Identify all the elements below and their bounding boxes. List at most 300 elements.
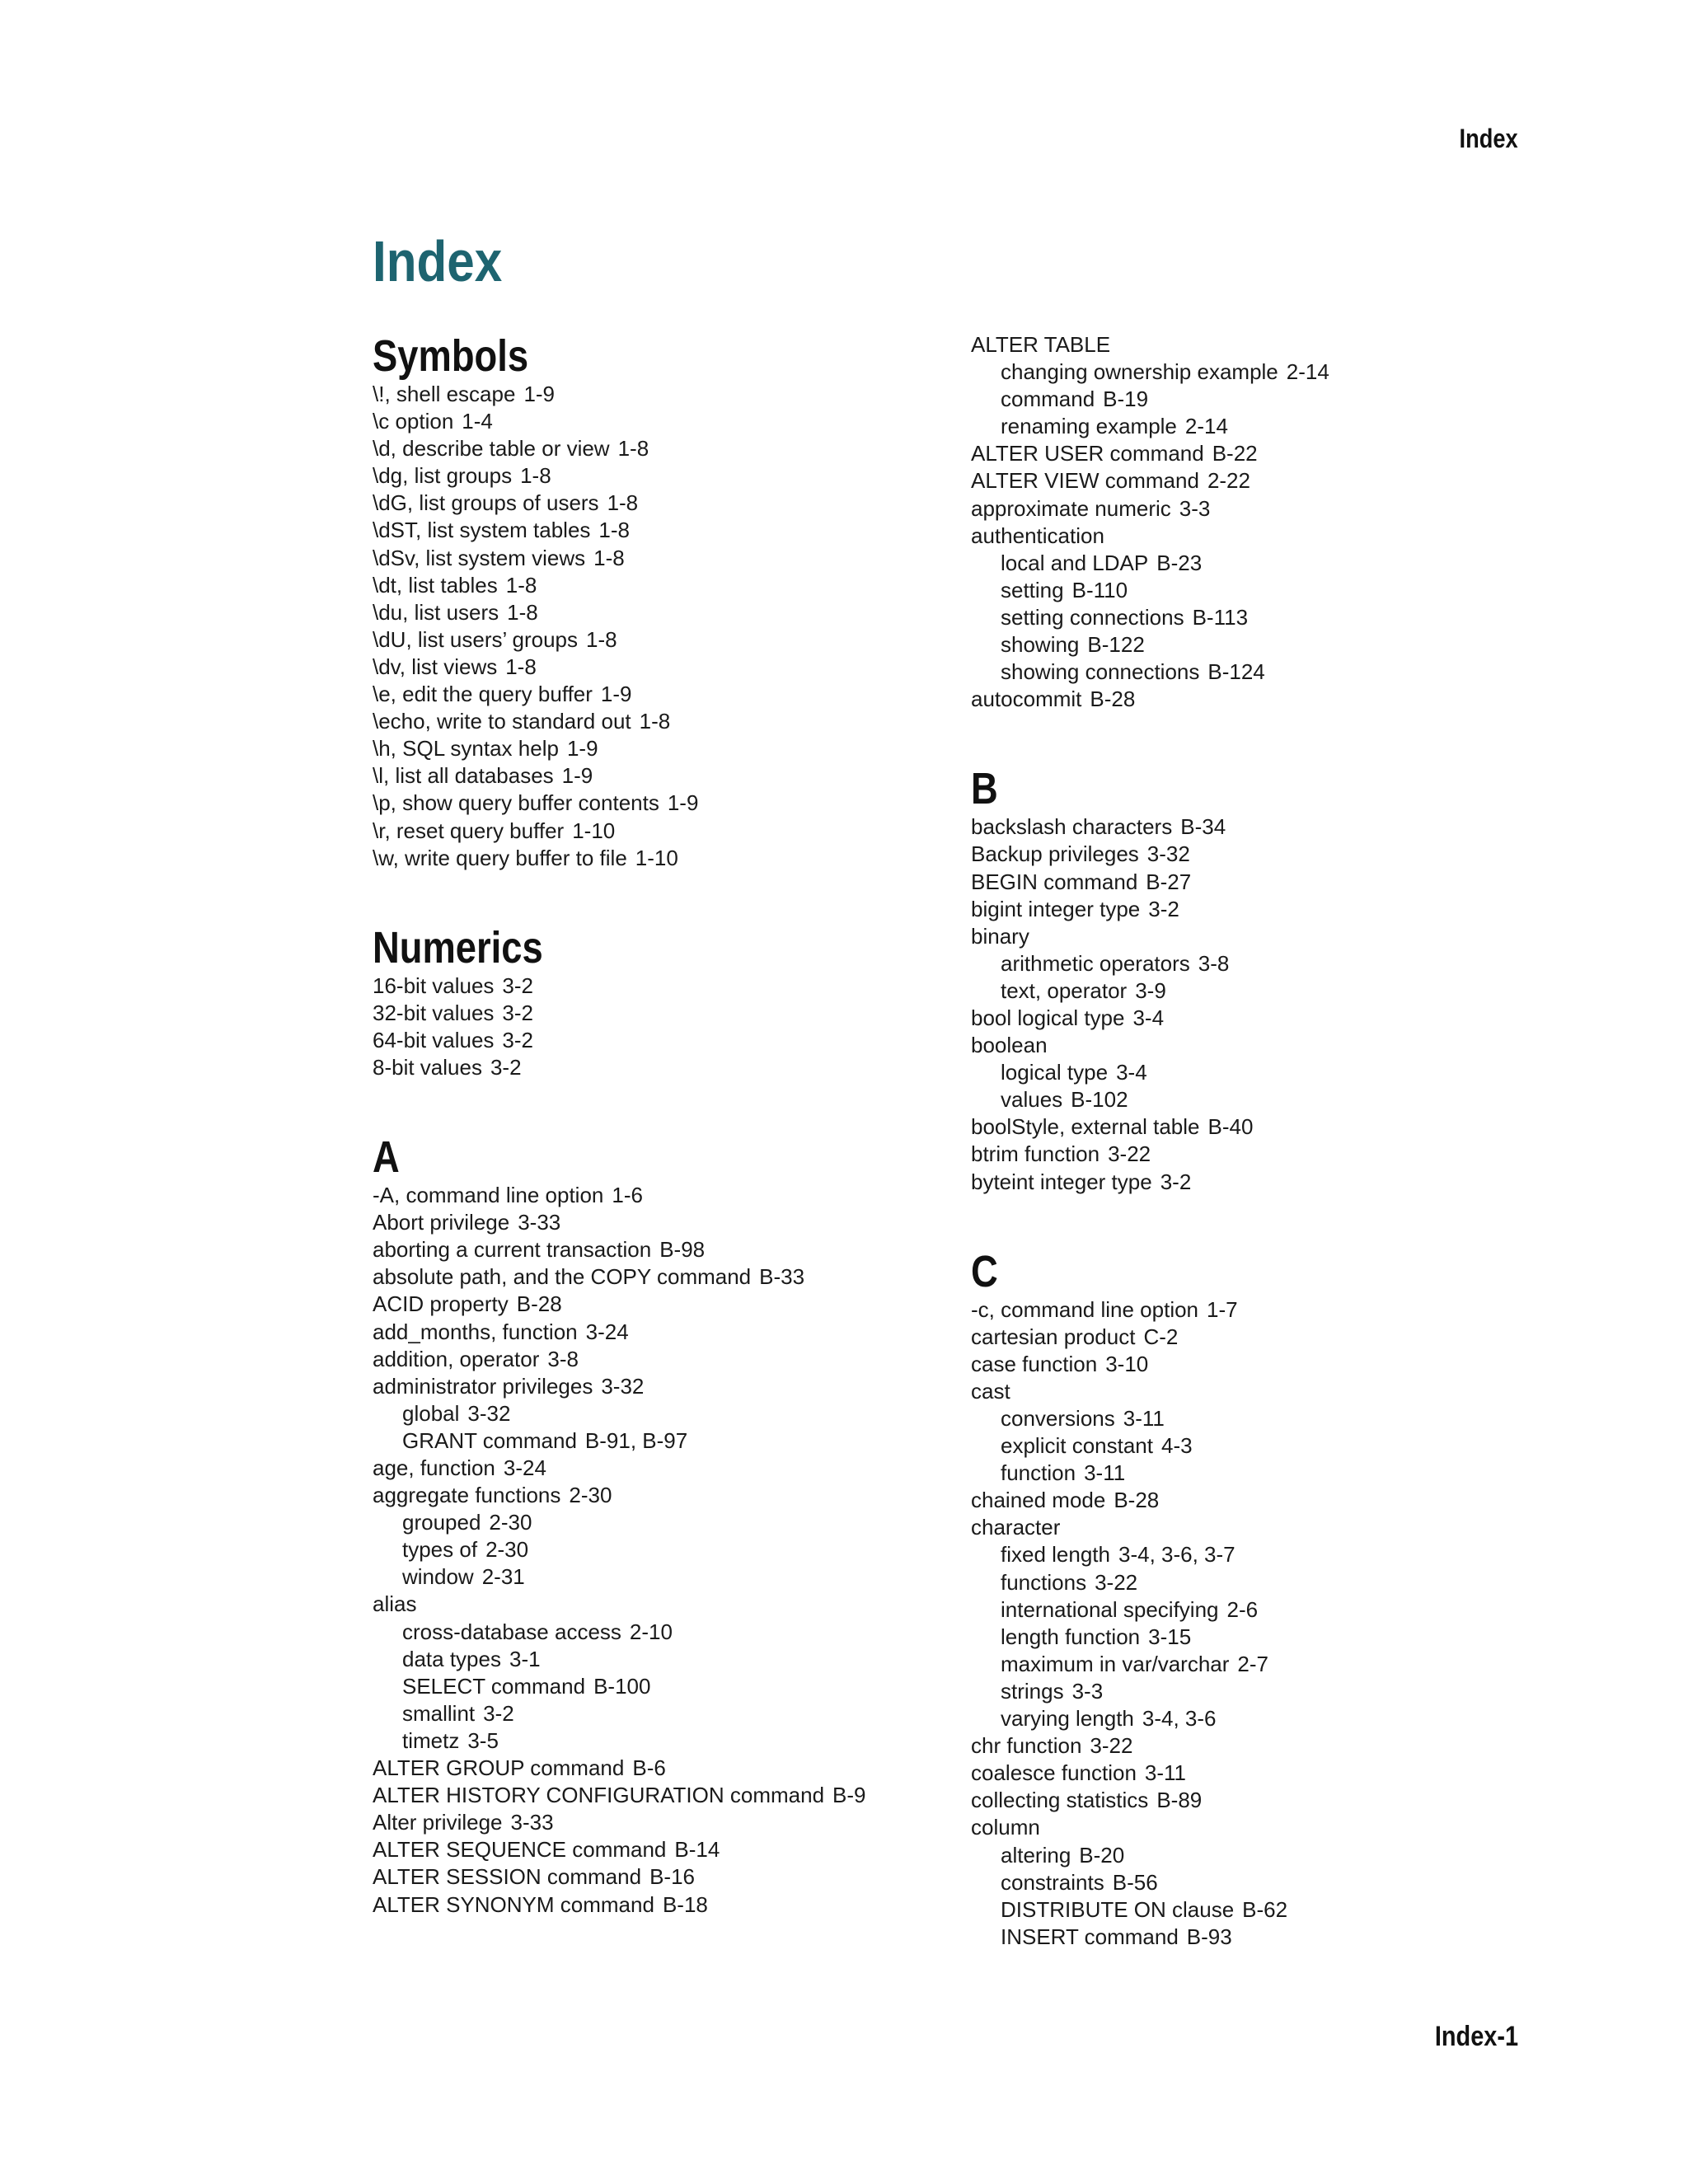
entry-page-ref: 1-8 xyxy=(598,518,630,543)
entry-term: collecting statistics xyxy=(971,1788,1149,1813)
entry-term: fixed length xyxy=(1001,1542,1110,1568)
entry-page-ref: 3-1 xyxy=(509,1646,541,1671)
entry-page-ref: B-28 xyxy=(1090,687,1136,712)
entry-term: values xyxy=(1001,1087,1063,1113)
index-entry xyxy=(971,1378,1548,1405)
entry-term: chained mode xyxy=(971,1488,1106,1513)
section-heading: C xyxy=(971,1246,998,1296)
entry-term: cartesian product xyxy=(971,1324,1136,1349)
entry-page-ref: B-89 xyxy=(1156,1788,1203,1813)
entry-term: strings xyxy=(1001,1678,1064,1704)
entry-term: boolStyle, external table xyxy=(971,1114,1200,1140)
index-entry xyxy=(971,869,1548,896)
entry-page-ref: 3-11 xyxy=(1084,1460,1126,1486)
entry-page-ref: B-113 xyxy=(1192,604,1249,630)
entry-term: \echo, write to standard out xyxy=(373,709,631,734)
index-entry xyxy=(373,1455,950,1482)
index-entry xyxy=(971,1296,1548,1324)
entry-page-ref: B-122 xyxy=(1087,632,1145,658)
entry-page-ref: B-18 xyxy=(662,1891,708,1917)
entry-term: renaming example xyxy=(1001,414,1177,439)
entry-page-ref: B-56 xyxy=(1112,1869,1158,1895)
entry-term: \w, write query buffer to file xyxy=(373,845,627,870)
index-subentry xyxy=(971,631,1548,658)
index-entry xyxy=(373,1000,950,1027)
index-subentry xyxy=(971,1432,1548,1460)
entry-page-ref: 3-8 xyxy=(547,1346,579,1371)
entry-term: ALTER SYNONYM command xyxy=(373,1891,654,1917)
entry-page-ref: C-2 xyxy=(1143,1324,1179,1349)
index-subentry xyxy=(373,1673,950,1700)
entry-term: \r, reset query buffer xyxy=(373,818,565,843)
entry-page-ref: 3-4, 3-6 xyxy=(1142,1706,1217,1732)
entry-term: backslash characters xyxy=(971,814,1173,840)
entry-page-ref: B-110 xyxy=(1071,577,1128,602)
entry-page-ref: 3-2 xyxy=(1160,1169,1192,1194)
entry-page-ref: 1-8 xyxy=(586,626,617,652)
entry-page-ref: B-62 xyxy=(1242,1896,1288,1922)
entry-term: local and LDAP xyxy=(1001,550,1149,575)
index-subentry xyxy=(971,550,1548,577)
index-entry xyxy=(373,1263,950,1291)
entry-page-ref: 2-10 xyxy=(629,1619,673,1644)
entry-page-ref: 1-9 xyxy=(667,790,699,816)
entry-term: GRANT command xyxy=(402,1427,577,1453)
index-entry xyxy=(373,1291,950,1318)
index-subentry xyxy=(971,386,1548,413)
index-subentry xyxy=(971,1596,1548,1624)
entry-page-ref: 1-8 xyxy=(505,654,537,679)
entry-term: showing connections xyxy=(1001,659,1200,685)
entry-page-ref: 3-2 xyxy=(483,1700,514,1726)
entry-term: age, function xyxy=(373,1455,495,1480)
index-entry xyxy=(971,1487,1548,1514)
entry-page-ref: 3-22 xyxy=(1090,1733,1133,1759)
entry-term: length function xyxy=(1001,1624,1141,1649)
entry-term: varying length xyxy=(1001,1706,1134,1732)
entry-page-ref: B-40 xyxy=(1207,1114,1254,1140)
entry-term: ACID property xyxy=(373,1291,509,1317)
entry-term: Abort privilege xyxy=(373,1210,510,1235)
entry-page-ref: 2-31 xyxy=(481,1564,525,1590)
entry-page-ref: 3-22 xyxy=(1108,1141,1151,1167)
entry-page-ref: 1-8 xyxy=(617,436,649,462)
index-subentry xyxy=(971,1624,1548,1651)
entry-term: bool logical type xyxy=(971,1005,1125,1030)
entry-term: INSERT command xyxy=(1001,1924,1179,1949)
entry-term: \dG, list groups of users xyxy=(373,490,599,516)
index-entry xyxy=(373,626,950,654)
entry-term: case function xyxy=(971,1351,1098,1376)
entry-term: \dv, list views xyxy=(373,654,498,679)
index-entry-list xyxy=(373,1182,950,1919)
entry-term: ALTER HISTORY CONFIGURATION command xyxy=(373,1783,825,1808)
entry-page-ref: B-19 xyxy=(1103,387,1149,412)
index-entry xyxy=(971,1113,1548,1141)
index-subentry xyxy=(373,1563,950,1591)
index-entry xyxy=(971,440,1548,467)
index-subentry xyxy=(971,1678,1548,1705)
entry-page-ref: 1-8 xyxy=(505,572,537,598)
index-entry xyxy=(373,1755,950,1782)
entry-term: constraints xyxy=(1001,1869,1104,1895)
entry-page-ref: 3-2 xyxy=(1148,896,1179,921)
entry-term: \dU, list users’ groups xyxy=(373,626,579,652)
entry-term: international specifying xyxy=(1001,1596,1219,1622)
index-entry xyxy=(373,1373,950,1400)
index-entry xyxy=(373,381,950,408)
entry-page-ref: B-14 xyxy=(674,1837,720,1863)
index-subentry xyxy=(373,1727,950,1755)
index-entry xyxy=(373,1319,950,1346)
entry-page-ref: B-9 xyxy=(832,1783,866,1808)
index-subentry xyxy=(971,413,1548,440)
entry-page-ref: 1-7 xyxy=(1207,1296,1238,1322)
entry-term: cross-database access xyxy=(402,1619,621,1644)
entry-page-ref: B-6 xyxy=(632,1755,666,1781)
index-section-numerics xyxy=(373,923,950,1081)
index-section-a xyxy=(373,1132,950,1919)
entry-term: autocommit xyxy=(971,687,1082,712)
index-entry xyxy=(971,1005,1548,1032)
entry-page-ref: B-100 xyxy=(593,1673,651,1699)
entry-term: \dt, list tables xyxy=(373,572,498,598)
entry-page-ref: 1-8 xyxy=(520,463,551,489)
section-heading: Symbols xyxy=(373,331,529,381)
index-entry xyxy=(971,1760,1548,1787)
page-title: Index xyxy=(373,229,503,293)
index-entry xyxy=(373,1891,950,1919)
entry-page-ref: 3-3 xyxy=(1179,495,1211,521)
index-entry xyxy=(373,1809,950,1836)
index-subentry xyxy=(971,577,1548,604)
entry-term: chr function xyxy=(971,1733,1082,1759)
entry-term: Backup privileges xyxy=(971,841,1139,867)
entry-page-ref: 1-10 xyxy=(572,818,616,843)
index-entry xyxy=(373,1482,950,1509)
index-subentry xyxy=(971,1705,1548,1732)
entry-term: conversions xyxy=(1001,1406,1115,1431)
entry-term: setting connections xyxy=(1001,604,1184,630)
entry-page-ref: 1-8 xyxy=(639,709,671,734)
entry-page-ref: 2-14 xyxy=(1184,414,1228,439)
entry-term: explicit constant xyxy=(1001,1433,1153,1459)
entry-term: \c option xyxy=(373,409,454,434)
entry-page-ref: 3-4, 3-6, 3-7 xyxy=(1118,1542,1236,1568)
entry-term: authentication xyxy=(971,523,1104,548)
entry-term: \e, edit the query buffer xyxy=(373,682,593,707)
entry-page-ref: B-16 xyxy=(649,1864,695,1890)
entry-term: cast xyxy=(971,1378,1010,1404)
entry-page-ref: B-27 xyxy=(1146,869,1192,894)
index-entry xyxy=(373,435,950,462)
entry-term: maximum in var/varchar xyxy=(1001,1651,1230,1676)
entry-term: 32-bit values xyxy=(373,1000,495,1025)
index-entry xyxy=(971,331,1548,359)
index-subentry xyxy=(373,1536,950,1563)
entry-term: text, operator xyxy=(1001,977,1128,1003)
entry-term: aggregate functions xyxy=(373,1483,561,1508)
index-subentry xyxy=(971,1460,1548,1487)
entry-page-ref: B-93 xyxy=(1186,1924,1232,1949)
index-section-symbols xyxy=(373,331,950,872)
entry-page-ref: 1-10 xyxy=(635,845,678,870)
entry-term: ALTER VIEW command xyxy=(971,468,1199,494)
section-heading: B xyxy=(971,764,998,814)
index-entry xyxy=(971,1514,1548,1541)
entry-term: binary xyxy=(971,923,1029,949)
index-entry xyxy=(971,686,1548,713)
index-subentry xyxy=(971,1651,1548,1678)
entry-term: addition, operator xyxy=(373,1346,540,1371)
index-subentry xyxy=(971,1924,1548,1951)
index-section-continued xyxy=(971,331,1548,713)
entry-page-ref: 1-9 xyxy=(600,682,632,707)
entry-page-ref: 3-2 xyxy=(490,1054,522,1080)
entry-term: altering xyxy=(1001,1842,1071,1868)
entry-term: types of xyxy=(402,1537,478,1563)
entry-term: ALTER GROUP command xyxy=(373,1755,625,1781)
index-column-left xyxy=(373,331,950,1970)
index-entry xyxy=(373,845,950,872)
index-entry xyxy=(373,517,950,544)
entry-term: aborting a current transaction xyxy=(373,1237,652,1263)
entry-term: \p, show query buffer contents xyxy=(373,790,659,816)
index-entry xyxy=(971,1814,1548,1841)
entry-term: absolute path, and the COPY command xyxy=(373,1264,752,1290)
entry-term: window xyxy=(402,1564,474,1590)
index-entry xyxy=(971,495,1548,523)
index-subentry xyxy=(373,1619,950,1646)
entry-page-ref: B-124 xyxy=(1207,659,1265,685)
entry-term: grouped xyxy=(402,1510,481,1535)
entry-term: \dg, list groups xyxy=(373,463,513,489)
index-entry xyxy=(373,1182,950,1209)
index-entry xyxy=(373,735,950,762)
entry-page-ref: 3-2 xyxy=(502,1027,533,1052)
index-entry xyxy=(971,1032,1548,1059)
entry-term: 8-bit values xyxy=(373,1054,482,1080)
entry-page-ref: 1-4 xyxy=(462,409,493,434)
entry-page-ref: 3-33 xyxy=(510,1810,554,1835)
index-entry xyxy=(971,1732,1548,1760)
entry-page-ref: 1-9 xyxy=(561,763,593,789)
entry-term: alias xyxy=(373,1591,417,1617)
entry-page-ref: B-33 xyxy=(759,1264,805,1290)
entry-term: 16-bit values xyxy=(373,972,495,998)
index-entry xyxy=(373,572,950,599)
section-heading: A xyxy=(373,1132,400,1183)
entry-term: Alter privilege xyxy=(373,1810,503,1835)
entry-page-ref: 3-32 xyxy=(601,1373,645,1399)
index-entry xyxy=(373,1591,950,1618)
entry-term: global xyxy=(402,1400,460,1426)
entry-page-ref: 1-6 xyxy=(612,1183,643,1208)
index-entry xyxy=(373,762,950,790)
entry-term: coalesce function xyxy=(971,1760,1137,1786)
entry-page-ref: 1-8 xyxy=(507,599,538,625)
entry-page-ref: 1-9 xyxy=(523,382,556,406)
index-subentry xyxy=(373,1427,950,1455)
index-entry xyxy=(373,972,950,1000)
entry-page-ref: 3-22 xyxy=(1095,1569,1138,1595)
entry-page-ref: 2-6 xyxy=(1226,1596,1259,1622)
entry-page-ref: 2-30 xyxy=(489,1510,532,1535)
index-entry xyxy=(373,681,950,708)
entry-term: functions xyxy=(1001,1569,1087,1595)
entry-page-ref: 2-30 xyxy=(569,1483,612,1508)
entry-term: approximate numeric xyxy=(971,495,1171,521)
index-subentry xyxy=(971,1541,1548,1568)
entry-term: command xyxy=(1001,387,1095,412)
entry-term: bigint integer type xyxy=(971,896,1141,921)
index-subentry xyxy=(373,1509,950,1536)
entry-page-ref: 3-8 xyxy=(1198,950,1230,976)
entry-term: character xyxy=(971,1515,1061,1540)
entry-page-ref: B-28 xyxy=(516,1291,562,1317)
index-entry xyxy=(971,1787,1548,1814)
index-subentry xyxy=(971,604,1548,631)
index-section-c xyxy=(971,1247,1548,1951)
index-subentry xyxy=(373,1646,950,1673)
index-subentry xyxy=(971,359,1548,386)
entry-page-ref: 2-7 xyxy=(1237,1651,1268,1676)
index-entry xyxy=(373,490,950,517)
index-section-b xyxy=(971,764,1548,1195)
entry-term: SELECT command xyxy=(402,1673,586,1699)
index-column-right xyxy=(971,331,1548,2002)
index-subentry xyxy=(373,1400,950,1427)
entry-term: setting xyxy=(1001,577,1064,602)
entry-page-ref: 3-33 xyxy=(518,1210,561,1235)
entry-term: \du, list users xyxy=(373,599,499,625)
entry-page-ref: 3-24 xyxy=(585,1319,629,1344)
index-subentry xyxy=(971,1059,1548,1086)
entry-page-ref: B-98 xyxy=(659,1237,706,1263)
index-entry xyxy=(971,841,1548,868)
entry-page-ref: 3-2 xyxy=(502,972,533,998)
index-entry xyxy=(373,1054,950,1081)
entry-page-ref: 3-11 xyxy=(1123,1406,1165,1431)
entry-page-ref: 3-10 xyxy=(1105,1351,1149,1376)
entry-term: ALTER TABLE xyxy=(971,332,1111,357)
entry-term: \h, SQL syntax help xyxy=(373,736,559,762)
entry-page-ref: 3-4 xyxy=(1116,1060,1147,1085)
index-subentry xyxy=(971,1569,1548,1596)
entry-page-ref: 1-8 xyxy=(607,490,639,516)
index-entry xyxy=(373,790,950,817)
index-subentry xyxy=(971,658,1548,686)
entry-page-ref: 3-24 xyxy=(503,1455,546,1480)
entry-term: arithmetic operators xyxy=(1001,950,1190,976)
index-entry xyxy=(971,523,1548,550)
entry-page-ref: 2-22 xyxy=(1207,468,1250,494)
entry-term: \dSv, list system views xyxy=(373,545,586,570)
index-entry xyxy=(373,1782,950,1809)
index-entry xyxy=(373,654,950,681)
entry-page-ref: 3-4 xyxy=(1132,1005,1165,1030)
entry-term: data types xyxy=(402,1646,501,1671)
index-entry xyxy=(971,1324,1548,1351)
entry-term: function xyxy=(1001,1460,1076,1486)
entry-term: ALTER SEQUENCE command xyxy=(373,1837,667,1863)
index-entry xyxy=(373,462,950,490)
entry-term: administrator privileges xyxy=(373,1373,593,1399)
entry-term: BEGIN command xyxy=(971,869,1138,894)
entry-term: changing ownership example xyxy=(1001,359,1278,385)
index-entry xyxy=(373,1863,950,1891)
entry-page-ref: 3-5 xyxy=(467,1727,499,1753)
index-subentry xyxy=(971,1405,1548,1432)
index-entry-list xyxy=(971,1296,1548,1951)
index-entry-list xyxy=(373,972,950,1081)
entry-page-ref: 3-2 xyxy=(502,1000,533,1025)
entry-page-ref: 3-11 xyxy=(1144,1760,1187,1786)
entry-term: byteint integer type xyxy=(971,1169,1152,1194)
index-entry xyxy=(971,896,1548,923)
entry-term: ALTER USER command xyxy=(971,441,1204,466)
index-entry xyxy=(971,813,1548,841)
index-entry xyxy=(971,467,1548,494)
entry-term: showing xyxy=(1001,632,1080,658)
entry-term: \l, list all databases xyxy=(373,763,554,789)
entry-term: ALTER SESSION command xyxy=(373,1864,642,1890)
entry-term: btrim function xyxy=(971,1141,1100,1167)
index-entry xyxy=(373,408,950,435)
index-entry xyxy=(373,1346,950,1373)
entry-page-ref: B-20 xyxy=(1079,1842,1125,1868)
section-heading: Numerics xyxy=(373,922,543,972)
entry-page-ref: 1-9 xyxy=(566,736,598,762)
index-entry xyxy=(373,818,950,845)
entry-term: smallint xyxy=(402,1700,476,1726)
index-subentry xyxy=(971,1896,1548,1924)
index-subentry xyxy=(971,977,1548,1005)
entry-page-ref: 3-3 xyxy=(1071,1678,1104,1704)
index-subentry xyxy=(373,1700,950,1727)
index-entry xyxy=(971,1141,1548,1168)
index-entry-list xyxy=(373,381,950,872)
entry-term: timetz xyxy=(402,1727,460,1753)
entry-term: \!, shell escape xyxy=(373,382,516,406)
index-entry xyxy=(373,599,950,626)
entry-term: -A, command line option xyxy=(373,1183,604,1208)
entry-page-ref: 3-32 xyxy=(1146,841,1190,867)
entry-page-ref: B-28 xyxy=(1114,1488,1160,1513)
index-entry-list xyxy=(971,331,1548,713)
entry-term: column xyxy=(971,1815,1040,1840)
index-entry xyxy=(971,923,1548,950)
entry-page-ref: 2-30 xyxy=(485,1537,529,1563)
index-subentry xyxy=(971,1086,1548,1113)
entry-page-ref: 3-9 xyxy=(1135,977,1166,1003)
index-entry xyxy=(373,1209,950,1236)
entry-term: \d, describe table or view xyxy=(373,436,610,462)
index-entry xyxy=(971,1169,1548,1196)
index-subentry xyxy=(971,950,1548,977)
index-entry xyxy=(373,545,950,572)
running-header: Index xyxy=(1459,124,1518,153)
index-subentry xyxy=(971,1869,1548,1896)
entry-term: \dST, list system tables xyxy=(373,518,591,543)
entry-term: 64-bit values xyxy=(373,1027,495,1052)
entry-term: boolean xyxy=(971,1033,1048,1058)
index-entry-list xyxy=(971,813,1548,1195)
entry-page-ref: B-34 xyxy=(1180,814,1226,840)
index-entry xyxy=(373,1027,950,1054)
entry-page-ref: 3-32 xyxy=(467,1400,511,1426)
entry-term: DISTRIBUTE ON clause xyxy=(1001,1896,1235,1922)
